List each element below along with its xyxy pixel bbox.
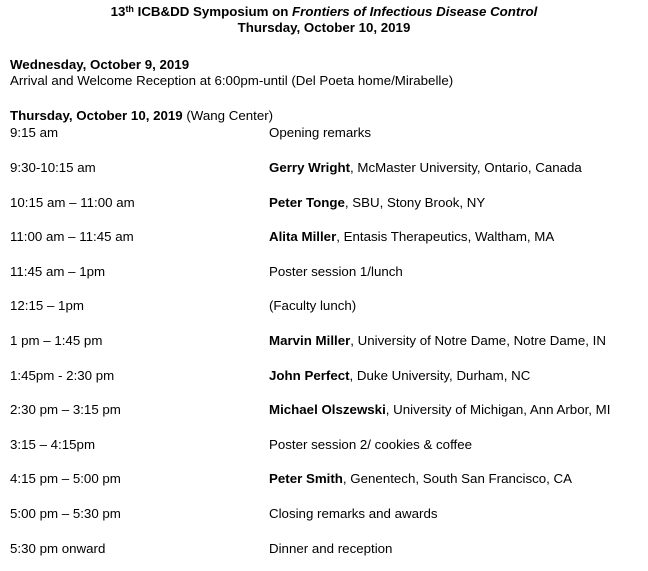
event-detail: Poster session 1/lunch xyxy=(269,263,403,279)
title-prefix: ICB&DD Symposium on xyxy=(133,4,293,19)
thursday-heading xyxy=(10,108,273,124)
speaker-name: Marvin Miller xyxy=(269,333,351,348)
schedule-row xyxy=(0,194,648,212)
schedule-event xyxy=(269,297,356,315)
schedule-event xyxy=(269,194,485,212)
speaker-name: Michael Olszewski xyxy=(269,402,386,418)
thursday-date: Thursday, October 10, 2019 xyxy=(10,108,183,123)
schedule-time: 2:30 pm – 3:15 pm xyxy=(10,402,121,418)
wednesday-date: Wednesday, October 9, 2019 xyxy=(10,57,190,72)
event-detail: Dinner and reception xyxy=(269,540,393,556)
event-detail: Closing remarks and awards xyxy=(269,506,438,521)
event-detail: , Entasis Therapeutics, Waltham, MA xyxy=(336,229,555,245)
schedule-row xyxy=(0,159,648,177)
schedule-row xyxy=(0,263,648,281)
wednesday-arrival: Arrival and Welcome Reception at 6:00pm-until (Del Poeta home/Mirabelle) xyxy=(10,73,454,88)
schedule-event xyxy=(269,263,403,281)
schedule-time: 1 pm – 1:45 pm xyxy=(10,333,103,348)
schedule-event xyxy=(269,401,610,419)
schedule-time: 12:15 – 1pm xyxy=(10,298,84,314)
event-detail: , Genentech, South San Francisco, CA xyxy=(342,471,573,487)
event-detail: , University of Notre Dame, Notre Dame, IN xyxy=(350,333,606,348)
event-detail: (Faculty lunch) xyxy=(269,298,357,314)
title-ordinal-suffix: th xyxy=(125,4,134,14)
schedule-row xyxy=(0,540,648,558)
thursday-venue: (Wang Center) xyxy=(182,108,274,123)
schedule-row xyxy=(0,297,648,315)
schedule-time: 5:00 pm – 5:30 pm xyxy=(10,506,121,521)
title-theme: Frontiers of Infectious Disease Control xyxy=(292,4,538,19)
speaker-name: Alita Miller xyxy=(269,229,337,245)
schedule-row xyxy=(0,332,648,350)
schedule-row xyxy=(0,367,648,385)
event-detail: , Duke University, Durham, NC xyxy=(349,367,531,383)
schedule-event xyxy=(269,228,554,246)
schedule-time: 5:30 pm onward xyxy=(10,540,106,556)
schedule-event xyxy=(269,367,530,385)
schedule-event xyxy=(269,470,572,488)
event-detail: , University of Michigan, Ann Arbor, MI xyxy=(385,402,611,418)
schedule-row xyxy=(0,436,648,454)
schedule-row xyxy=(0,228,648,246)
schedule-time: 1:45pm - 2:30 pm xyxy=(10,367,115,383)
event-detail: , SBU, Stony Brook, NY xyxy=(344,194,486,210)
schedule-event xyxy=(269,436,472,454)
schedule-time: 9:30-10:15 am xyxy=(10,160,96,175)
schedule-row xyxy=(0,124,648,142)
speaker-name: Peter Tonge xyxy=(269,194,345,210)
schedule-time: 11:00 am – 11:45 am xyxy=(10,229,134,245)
speaker-name: Peter Smith xyxy=(269,471,343,487)
event-detail: , McMaster University, Ontario, Canada xyxy=(350,160,582,175)
symposium-date: Thursday, October 10, 2019 xyxy=(237,20,411,35)
schedule-event xyxy=(269,332,606,350)
schedule-time: 3:15 – 4:15pm xyxy=(10,436,96,452)
schedule-row xyxy=(0,401,648,419)
speaker-name: Gerry Wright xyxy=(269,160,351,175)
schedule-time: 4:15 pm – 5:00 pm xyxy=(10,471,121,487)
title-number: 13 xyxy=(110,4,126,19)
schedule-row xyxy=(0,505,648,523)
schedule-event xyxy=(269,124,371,142)
schedule-time: 9:15 am xyxy=(10,125,59,140)
schedule-event xyxy=(269,159,582,177)
event-detail: Poster session 2/ cookies & coffee xyxy=(269,436,473,452)
event-detail: Opening remarks xyxy=(269,125,371,140)
schedule-event xyxy=(269,505,438,523)
speaker-name: John Perfect xyxy=(269,367,350,383)
symposium-title xyxy=(0,4,648,20)
schedule-time: 10:15 am – 11:00 am xyxy=(10,194,135,210)
schedule-time: 11:45 am – 1pm xyxy=(10,263,106,279)
schedule-event xyxy=(269,540,392,558)
schedule-row xyxy=(0,470,648,488)
